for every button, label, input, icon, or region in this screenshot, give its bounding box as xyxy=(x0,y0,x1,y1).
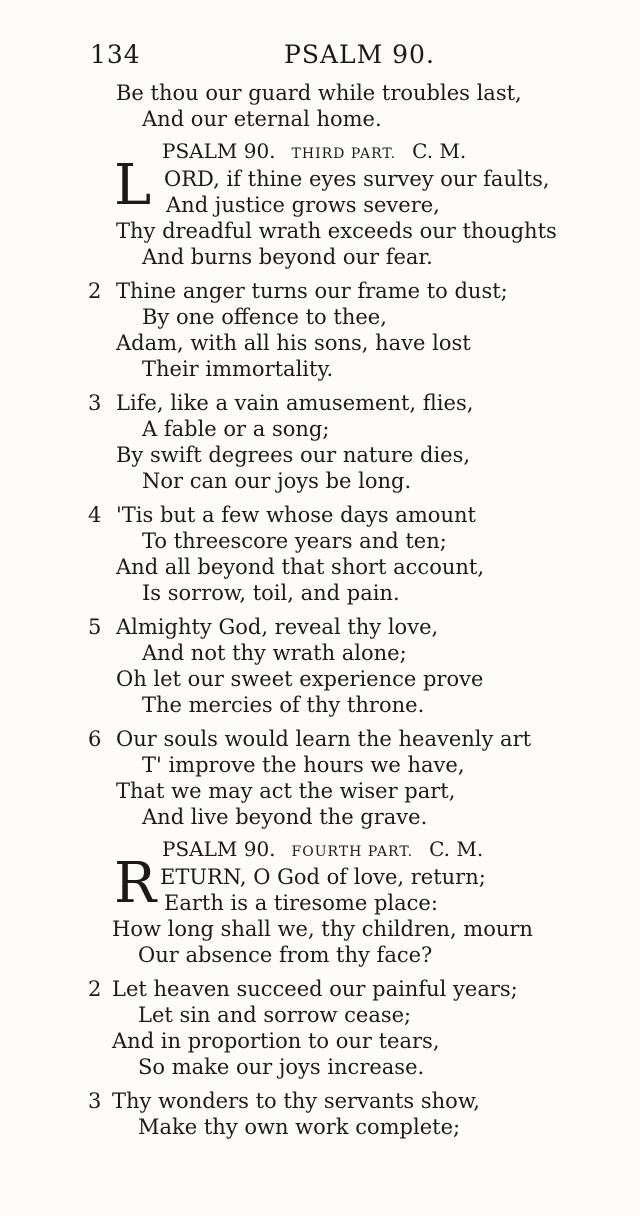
verse-line: And live beyond the grave. xyxy=(142,805,428,829)
stanza-number: 5 xyxy=(88,615,102,639)
verse-line: Their immortality. xyxy=(142,357,334,381)
meter-label: C. M. xyxy=(429,837,484,861)
stanza-number: 2 xyxy=(88,279,102,303)
verse-line: Almighty God, reveal thy love, xyxy=(116,615,439,639)
stanza-number: 2 xyxy=(88,977,102,1001)
verse-line: And not thy wrath alone; xyxy=(142,641,407,665)
verse-line: And burns beyond our fear. xyxy=(142,245,433,269)
stanza-number: 3 xyxy=(88,1089,102,1113)
verse-line: Earth is a tiresome place: xyxy=(164,891,438,915)
verse-line: Be thou our guard while troubles last, xyxy=(116,81,522,105)
verse-line: So make our joys increase. xyxy=(138,1055,425,1079)
verse-line: And in proportion to our tears, xyxy=(112,1029,440,1053)
verse-line: ETURN, O God of love, return; xyxy=(160,865,486,889)
psalm-heading: PSALM 90. xyxy=(162,837,276,861)
verse-line: And all beyond that short account, xyxy=(116,555,485,579)
drop-cap: L xyxy=(114,153,152,218)
verse-line: The mercies of thy throne. xyxy=(142,693,425,717)
verse-line: Adam, with all his sons, have lost xyxy=(116,331,471,355)
verse-line: Make thy own work complete; xyxy=(138,1115,461,1139)
section-heading xyxy=(162,836,562,865)
verse-line: That we may act the wiser part, xyxy=(116,779,456,803)
verse-line: Thine anger turns our frame to dust; xyxy=(116,279,508,303)
part-label: THIRD PART. xyxy=(291,146,397,162)
stanza-number: 4 xyxy=(88,503,102,527)
part-label: FOURTH PART. xyxy=(291,844,414,860)
page-number: 134 xyxy=(90,40,141,69)
verse-line: By one offence to thee, xyxy=(142,305,387,329)
drop-cap: R xyxy=(114,851,157,916)
verse-line: Let sin and sorrow cease; xyxy=(138,1003,412,1027)
verse-line: And justice grows severe, xyxy=(166,193,440,217)
verse-line: Thy dreadful wrath exceeds our thoughts xyxy=(116,219,557,243)
verse-line: How long shall we, thy children, mourn xyxy=(112,917,533,941)
running-title: PSALM 90. xyxy=(284,40,435,69)
verse-line: 'Tis but a few whose days amount xyxy=(116,503,476,527)
verse-line: Nor can our joys be long. xyxy=(142,469,412,493)
stanza-number: 3 xyxy=(88,391,102,415)
verse-line: A fable or a song; xyxy=(142,417,330,441)
verse-line: Oh let our sweet experience prove xyxy=(116,667,484,691)
verse-line: And our eternal home. xyxy=(142,107,382,131)
verse-line: Thy wonders to thy servants show, xyxy=(112,1089,480,1113)
verse-line: T' improve the hours we have, xyxy=(142,753,465,777)
verse-line: By swift degrees our nature dies, xyxy=(116,443,471,467)
meter-label: C. M. xyxy=(412,139,467,163)
stanza-number: 6 xyxy=(88,727,102,751)
verse-line: Is sorrow, toil, and pain. xyxy=(142,581,400,605)
verse-line: To threescore years and ten; xyxy=(142,529,447,553)
psalm-heading: PSALM 90. xyxy=(162,139,276,163)
running-header xyxy=(88,40,598,74)
verse-line: ORD, if thine eyes survey our faults, xyxy=(164,167,550,191)
verse-line: Life, like a vain amusement, flies, xyxy=(116,391,474,415)
verse-line: Our absence from thy face? xyxy=(138,943,433,967)
verse-line: Our souls would learn the heavenly art xyxy=(116,727,532,751)
section-heading xyxy=(162,138,562,167)
verse-line: Let heaven succeed our painful years; xyxy=(112,977,518,1001)
